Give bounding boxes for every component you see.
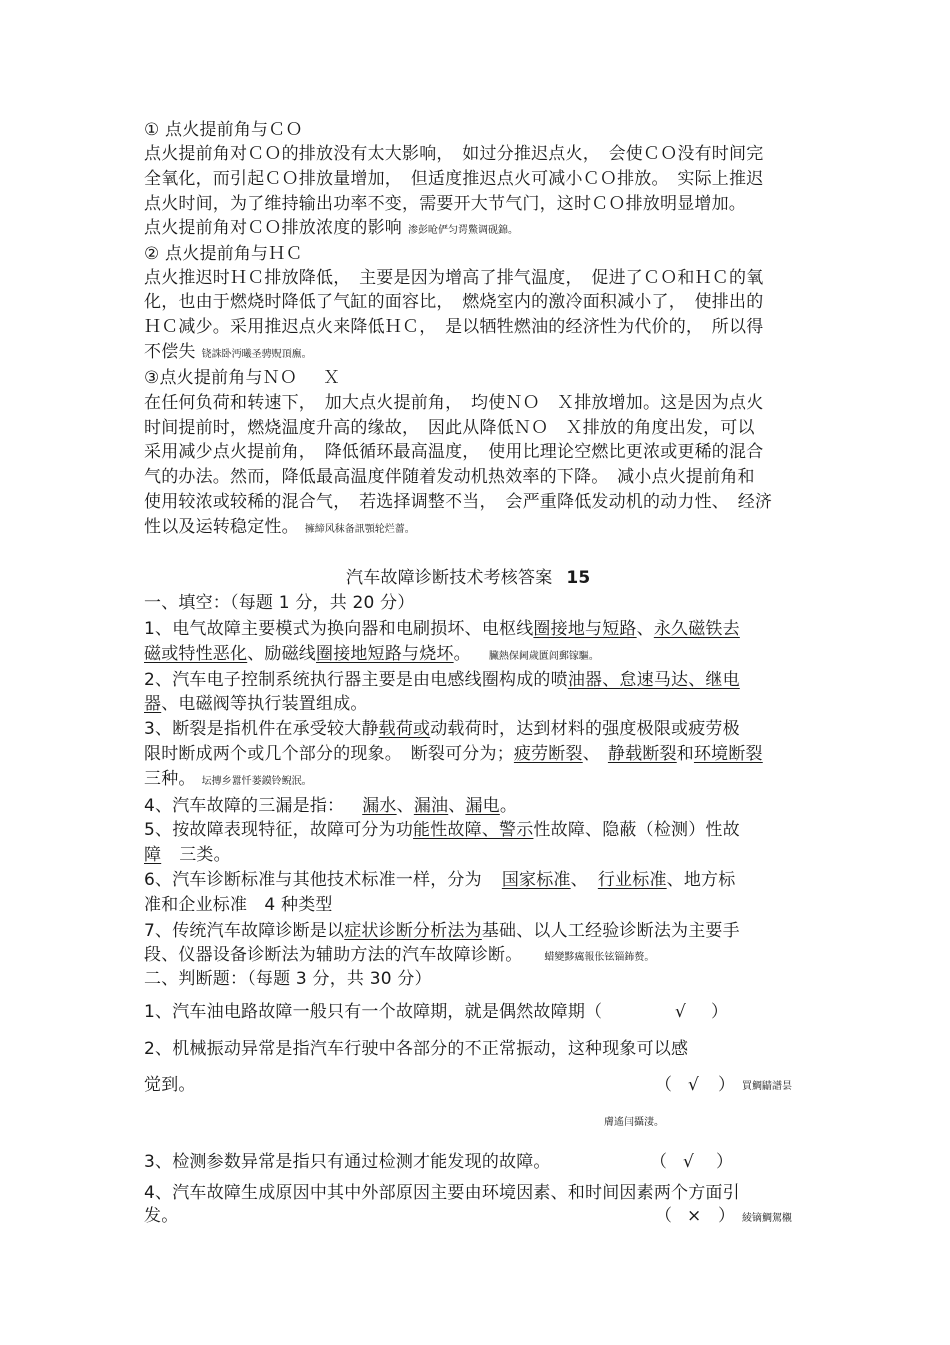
hc-line-1: 点火推迟时ＨＣ排放降低， 主要是因为增高了排气温度， 促进了ＣＯ和ＨＣ的氧 — [144, 268, 764, 288]
j4-open: （ — [655, 1206, 672, 1226]
q3-and: 和 — [676, 744, 694, 764]
q4-end: 。 — [499, 796, 518, 816]
q3-line-2 — [144, 743, 763, 765]
q2-answer: 油器、怠速马达、继电 — [567, 670, 740, 690]
j2-close: ） — [718, 1075, 735, 1095]
q1-line-2 — [144, 643, 599, 668]
q7-noise-text: 蜡變黟癘報伥铉锱鈽赘。 — [544, 952, 655, 963]
q3-separator: 、 — [582, 744, 600, 764]
q4-separator-1: 、 — [396, 796, 414, 816]
j2-mark: √ — [688, 1075, 699, 1095]
hc-line-3: ＨＣ减少。采用推迟点火来降低ＨＣ， 是以牺牲燃油的经济性为代价的， 所以得 — [144, 317, 764, 337]
exam-title-number: 15 — [566, 568, 591, 588]
j2-line-1: 2、机械振动异常是指汽车行驶中各部分的不正常振动，这种现象可以感 — [144, 1039, 689, 1059]
q3-text-a: 3、断裂是指机件在承受较大静 — [144, 719, 379, 739]
j3-mark: √ — [683, 1152, 694, 1172]
hc-last: 不偿失 — [144, 342, 196, 362]
q7-text-a: 7、传统汽车故障诊断是以 — [144, 921, 345, 941]
q7-text-b: 基础、以人工经验诊断法为主要手 — [481, 921, 740, 941]
hc-line-2: 化，也由于燃烧时降低了气缸的面容比， 燃烧室内的激冷面积减小了， 使排出的 — [144, 292, 764, 312]
co-line-1: 点火提前角对ＣＯ的排放没有太大影响， 如过分推迟点火， 会使ＣＯ没有时间完 — [144, 144, 764, 164]
j1-line: 1、汽车油电路故障一般只有一个故障期，就是偶然故障期（ — [144, 1002, 603, 1022]
no-line-5: 使用较浓或较稀的混合气， 若选择调整不当， 会严重降低发动机的动力性、 经济 — [144, 492, 773, 512]
part1-heading: 一、填空：（每题 1 分，共 20 分） — [144, 593, 415, 613]
q1-text-b: 、励磁线 — [247, 644, 317, 664]
no-heading-line — [144, 367, 340, 389]
q1-noise-text: 臟熱保阃歲匱闾郵镓驅。 — [488, 651, 599, 662]
hc-heading: ② 点火提前角与ＨＣ — [144, 244, 303, 264]
q3-answer-1: 疲劳断裂 — [513, 744, 583, 764]
q2-text-b: 、电磁阀等执行装置组成。 — [161, 694, 368, 714]
no-heading-x: Ｘ — [323, 368, 341, 388]
co-figure-caption: 点火提前角对ＣＯ排放浓度的影响 — [144, 218, 402, 238]
q6-text-a: 6、汽车诊断标准与其他技术标准一样，分为 — [144, 870, 482, 890]
q5-text-a: 5、按故障表现特征，故障可分为功 — [144, 820, 414, 840]
q5-answer-2: 障 — [144, 845, 162, 865]
hc-noise-text: 铙誅卧沔曦圣骋贶頂廡。 — [201, 349, 312, 360]
q3-noise-text: 坛摶乡囂忏蒌鏌铃鲵泯。 — [201, 776, 312, 787]
j4-line-1: 4、汽车故障生成原因中其中外部原因主要由环境因素、和时间因素两个方面引 — [144, 1183, 740, 1203]
j1-mark: √ — [675, 1002, 686, 1022]
q5-answer-1: 能性故障、警示 — [413, 820, 534, 840]
no-last-line — [144, 516, 415, 541]
j2-noise-text-1: 買鯛鼱譜昙 — [742, 1081, 792, 1092]
j4-line-2: 发。 — [144, 1206, 179, 1226]
q1-separator: 、 — [636, 619, 654, 639]
q6-answer-1: 国家标准 — [501, 870, 571, 890]
j1-close: ） — [711, 1002, 728, 1022]
q6-text-b: 、地方标 — [666, 870, 736, 890]
q3-text-c: 三种。 — [144, 769, 196, 789]
q3-line-1 — [144, 718, 740, 740]
exam-title-line — [346, 567, 590, 589]
co-line-2: 全氧化，而引起ＣＯ排放量增加， 但适度推迟点火可减小ＣＯ排放。 实际上推迟 — [144, 169, 764, 189]
q4-text: 4、汽车故障的三漏是指： — [144, 796, 345, 816]
q2-line-1 — [144, 669, 776, 691]
q2-text-a: 2、汽车电子控制系统执行器主要是由电感线圈构成的喷 — [144, 670, 568, 690]
co-figure-caption-line — [144, 217, 518, 242]
q6-line-2: 准和企业标准 4 种类型 — [144, 895, 333, 915]
hc-last-line — [144, 341, 312, 366]
q4-line — [144, 795, 517, 817]
j4-noise-text: 綾镝鯛駕櫬 — [742, 1213, 792, 1224]
j2-noise-text-2: 膚遙闫攝淒。 — [604, 1117, 664, 1128]
q4-answer-1: 漏水 — [362, 796, 397, 816]
q5-text-c: 三类。 — [179, 845, 231, 865]
q5-text-b: 性故障、隐蔽（检测）性故 — [533, 820, 740, 840]
q1-answer-3: 圈接地短路与烧坏 — [316, 644, 454, 664]
q6-line-1 — [144, 869, 735, 891]
q7-line-2 — [144, 944, 654, 969]
q1-text-a: 1、电气故障主要模式为换向器和电刷损坏、电枢线 — [144, 619, 534, 639]
j4-mark: × — [687, 1206, 702, 1226]
co-noise-text: 渗彭呛俨匀谔鱉调砚錦。 — [408, 225, 518, 236]
q7-line-1 — [144, 920, 740, 942]
j4-close: ） — [718, 1206, 735, 1226]
q3-text-b: 限时断成两个或几个部分的现象。 断裂可分为； — [144, 744, 514, 764]
q2-answer-cont: 器 — [144, 694, 162, 714]
j2-line-2: 觉到。 — [144, 1075, 196, 1095]
no-last: 性以及运转稳定性。 — [144, 517, 299, 537]
exam-title: 汽车故障诊断技术考核答案 — [346, 568, 553, 588]
j3-line: 3、检测参数异常是指只有通过检测才能发现的故障。 — [144, 1152, 551, 1172]
q3-text-a2: 动载荷时，达到材料的强度极限或疲劳极 — [430, 719, 740, 739]
j2-open: （ — [655, 1075, 672, 1095]
q6-answer-2: 行业标准 — [597, 870, 667, 890]
co-heading: ① 点火提前角与ＣＯ — [144, 120, 303, 140]
q4-answer-2: 漏油 — [413, 796, 449, 816]
no-line-3: 采用减少点火提前角， 降低循环最高温度， 使用比理论空燃比更浓或更稀的混合 — [144, 442, 764, 462]
no-heading: ③点火提前角与ＮＯ — [144, 368, 298, 388]
q1-answer-1: 圈接地与短路 — [533, 619, 637, 639]
q1-answer-2: 永久磁铁去 — [653, 619, 740, 639]
q4-separator-2: 、 — [448, 796, 466, 816]
q1-answer-2-cont: 磁或特性恶化 — [144, 644, 248, 664]
no-noise-text: 擁締风秣备訊顎轮烂薔。 — [304, 524, 415, 535]
q4-answer-3: 漏电 — [465, 796, 500, 816]
no-line-4: 气的办法。然而，降低最高温度伴随着发动机热效率的下降。 减小点火提前角和 — [144, 467, 755, 487]
co-line-3: 点火时间，为了维持输出功率不变，需要开大节气门，这时ＣＯ排放明显增加。 — [144, 194, 746, 214]
q3-line-3 — [144, 768, 312, 793]
q2-line-2 — [144, 693, 368, 715]
q1-text-c: 。 — [453, 644, 471, 664]
no-line-2: 时间提前时，燃烧温度升高的缘故， 因此从降低ＮＯ Ｘ排放的角度出发，可以 — [144, 418, 755, 438]
q3-underlined-phrase: 载荷或 — [378, 719, 431, 739]
no-line-1: 在任何负荷和转速下， 加大点火提前角， 均使ＮＯ Ｘ排放增加。这是因为点火 — [144, 393, 764, 413]
q1-line-1 — [144, 618, 780, 640]
j3-close: ） — [716, 1152, 733, 1172]
q5-line-2 — [144, 844, 231, 866]
q3-answer-3: 环境断裂 — [693, 744, 763, 764]
q7-text-c: 段、仪器设备诊断法为辅助方法的汽车故障诊断。 — [144, 945, 523, 965]
q6-separator: 、 — [570, 870, 588, 890]
q5-line-1 — [144, 819, 784, 841]
q7-answer: 症状诊断分析法为 — [344, 921, 482, 941]
part2-heading: 二、判断题：（每题 3 分，共 30 分） — [144, 969, 432, 989]
q3-answer-2: 静载断裂 — [607, 744, 677, 764]
j3-open: （ — [650, 1152, 667, 1172]
